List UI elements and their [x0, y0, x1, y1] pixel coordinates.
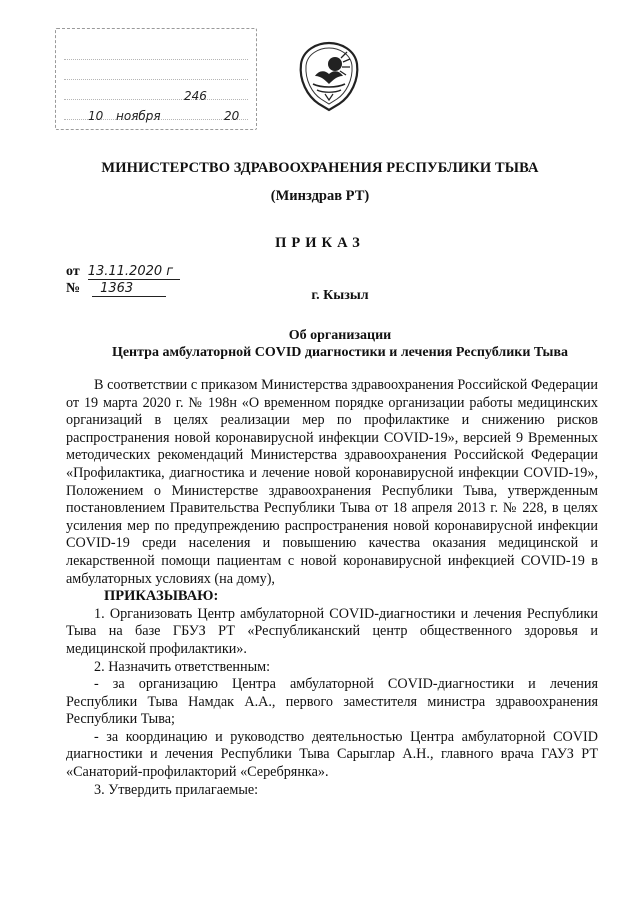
order-body: [66, 377, 598, 799]
coat-of-arms-emblem: [295, 40, 363, 112]
number-label: №: [66, 281, 81, 296]
subject-line-2: Центра амбулаторной COVID диагностики и лечения Республики Тыва: [111, 345, 569, 360]
stamp-line: [64, 99, 248, 100]
stamp-line: [64, 59, 248, 60]
item-2a-paragraph: - за организацию Центра амбулаторной COVID-диагностики и лечения Республики Тыва Намдак А.А., первого заместителя министра здравоохранения Республики Тыва;: [66, 676, 598, 728]
number-value: 1363: [92, 281, 166, 297]
date-label: от: [66, 264, 80, 279]
stamp-number: 246: [184, 89, 207, 103]
stamp-year: 20: [224, 109, 240, 123]
document-type-title: ПРИКАЗ: [275, 235, 365, 251]
date-value: 13.11.2020 г: [88, 264, 180, 280]
city-line: г. Кызыл: [311, 288, 369, 303]
item-2b-paragraph: - за координацию и руководство деятельностью Центра амбулаторной COVID диагностики и лечения Республики Тыва Сарыглар А.Н., главного врача ГАУЗ РТ «Санаторий-профилакторий «Серебрянка».: [66, 728, 598, 781]
order-date-row: [66, 262, 180, 280]
stamp-month: ноября: [116, 109, 161, 123]
registration-stamp: [55, 28, 257, 130]
item-2-paragraph: 2. Назначить ответственным:: [94, 658, 271, 675]
order-heading: ПРИКАЗЫВАЮ:: [104, 588, 219, 605]
ministry-name: МИНИСТЕРСТВО ЗДРАВООХРАНЕНИЯ РЕСПУБЛИКИ ТЫВА: [101, 160, 539, 176]
subject-line-1: Об организации: [288, 328, 392, 343]
stamp-day: 10: [88, 109, 104, 123]
item-3-paragraph: 3. Утвердить прилагаемые:: [94, 781, 259, 798]
ministry-short-name: (Минздрав РТ): [270, 188, 370, 204]
stamp-line: [64, 79, 248, 80]
item-1-paragraph: 1. Организовать Центр амбулаторной COVID-диагностики и лечения Республики Тыва на базе ГБУЗ РТ «Республиканский центр общественного здоровья и медицинской профилактики».: [66, 605, 598, 657]
preamble-paragraph: В соответствии с приказом Министерства здравоохранения Российской Федерации от 19 марта 2020 г. № 198н «О временном порядке организации работы медицинских организаций в целях реализации мер по профилактике и снижению рисков распространения новой коронавирусной инфекции COVID-19», версией 9 Временных методических рекомендаций Министерства здравоохранения Российской Федерации «Профилактика, диагностика и лечение новой коронавирусной инфекции COVID-19», Положением о Министерстве здравоохранения Республики Тыва, утвержденным постановлением Правительства Республики Тыва от 18 апреля 2013 г. № 228, в целях усиления мер по предупреждению распространения новой коронавирусной инфекции COVID-19 среди населения и повышению качества оказания медицинской и лекарственной помощи пациентам с новой коронавирусной инфекцией COVID-19 в амбулаторных условиях (на дому),: [66, 377, 598, 587]
